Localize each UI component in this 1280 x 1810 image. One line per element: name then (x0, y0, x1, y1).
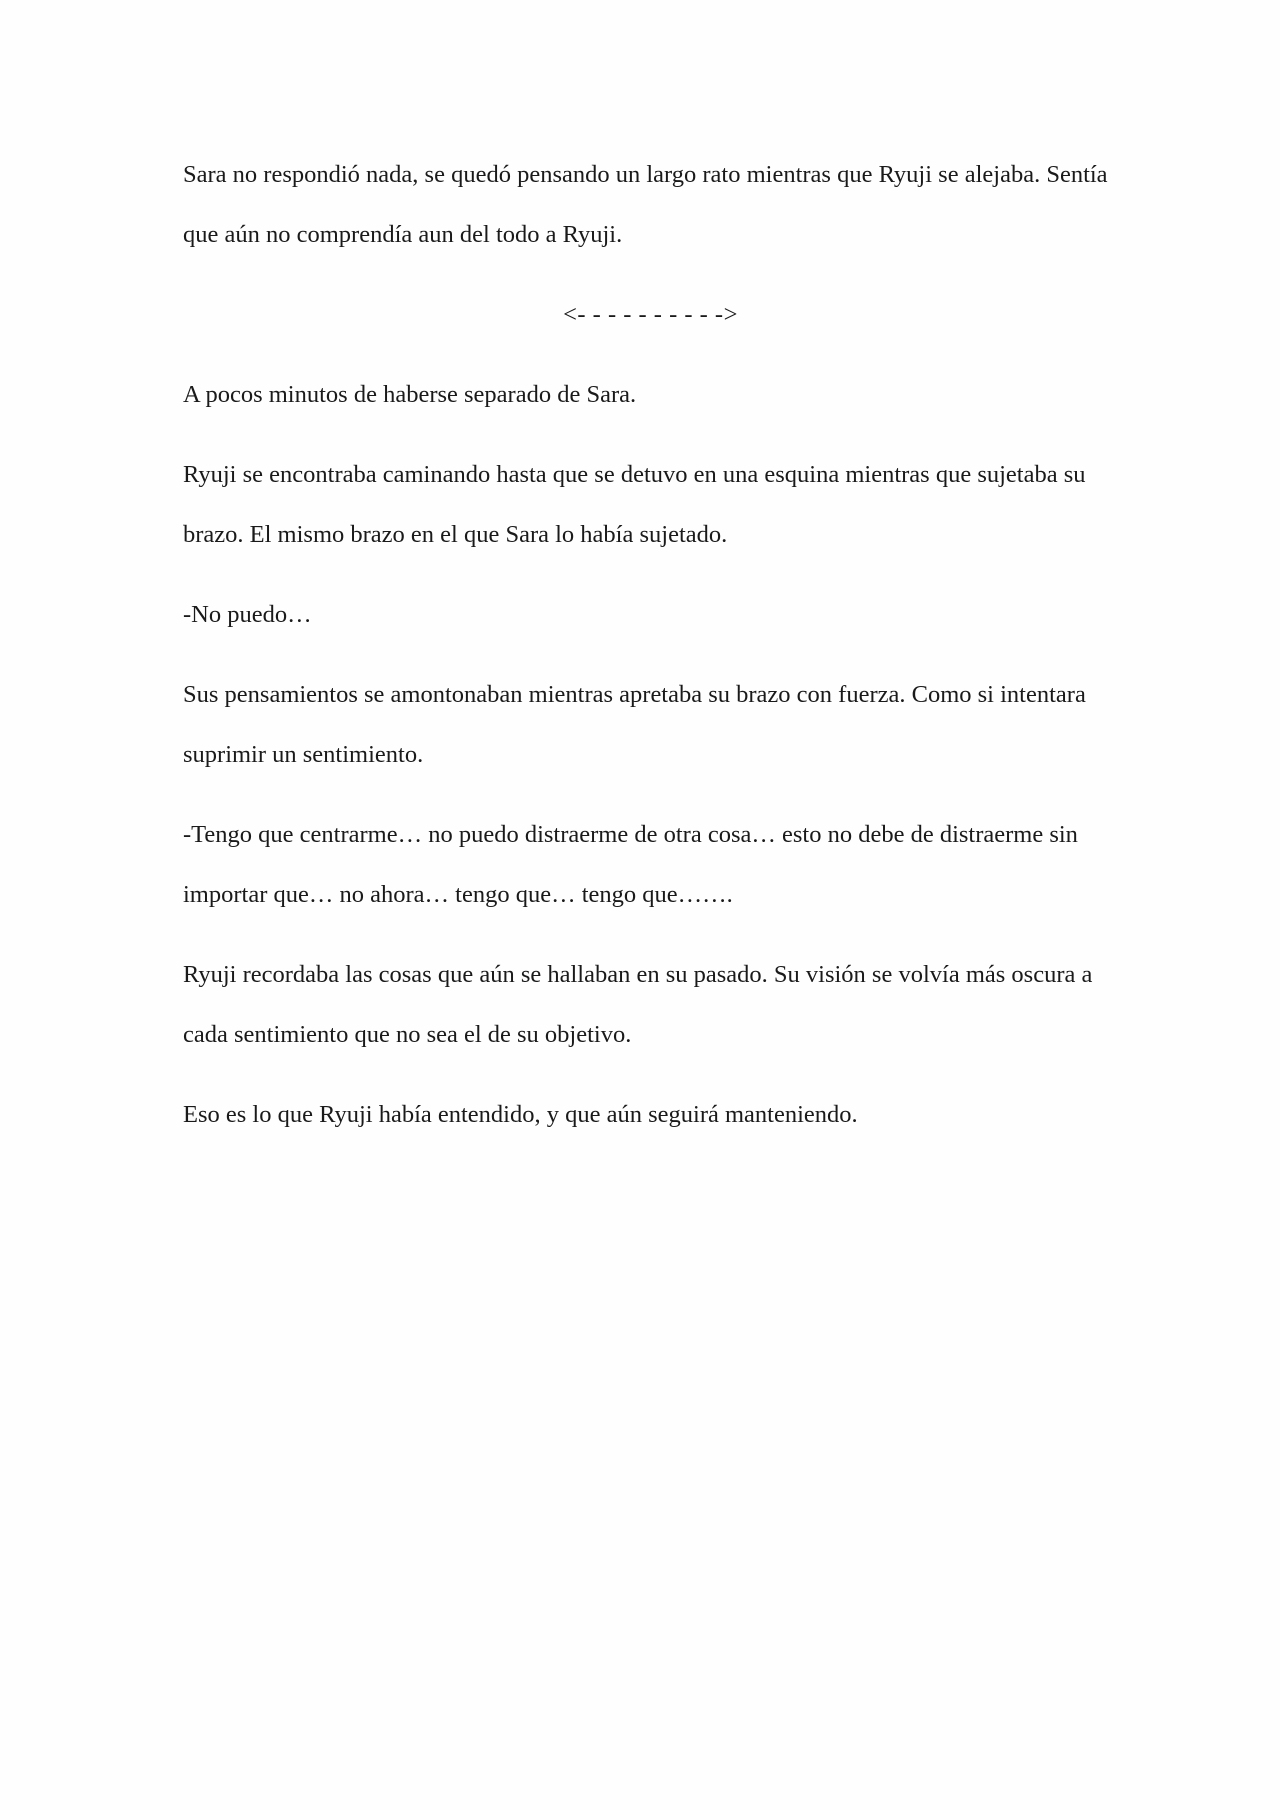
dialogue-tengo-que-centrarme: -Tengo que centrarme… no puedo distraerme de otra cosa… esto no debe de distraerme sin importar que… no ahora… tengo que… tengo que……. (183, 821, 1078, 908)
paragraph-sara-no-respondio: Sara no respondió nada, se quedó pensando un largo rato mientras que Ryuji se alejaba. Sentía que aún no comprendía aun del todo a Ryuji. (183, 161, 1108, 248)
paragraph-eso-es-lo-que: Eso es lo que Ryuji había entendido, y que aún seguirá manteniendo. (183, 1101, 858, 1128)
scene-separator: <- - - - - - - - - -> (563, 301, 738, 328)
paragraph-ryuji-caminando: Ryuji se encontraba caminando hasta que se detuvo en una esquina mientras que sujetaba su brazo. El mismo brazo en el que Sara lo había sujetado. (183, 461, 1086, 548)
paragraph-ryuji-recordaba: Ryuji recordaba las cosas que aún se hallaban en su pasado. Su visión se volvía más oscura a cada sentimiento que no sea el de su objetivo. (183, 961, 1093, 1048)
document-body (183, 145, 1118, 1165)
paragraph-a-pocos-minutos: A pocos minutos de haberse separado de Sara. (183, 381, 637, 408)
paragraph-sus-pensamientos: Sus pensamientos se amontonaban mientras apretaba su brazo con fuerza. Como si intentara suprimir un sentimiento. (183, 681, 1086, 768)
dialogue-no-puedo: -No puedo… (183, 601, 312, 628)
